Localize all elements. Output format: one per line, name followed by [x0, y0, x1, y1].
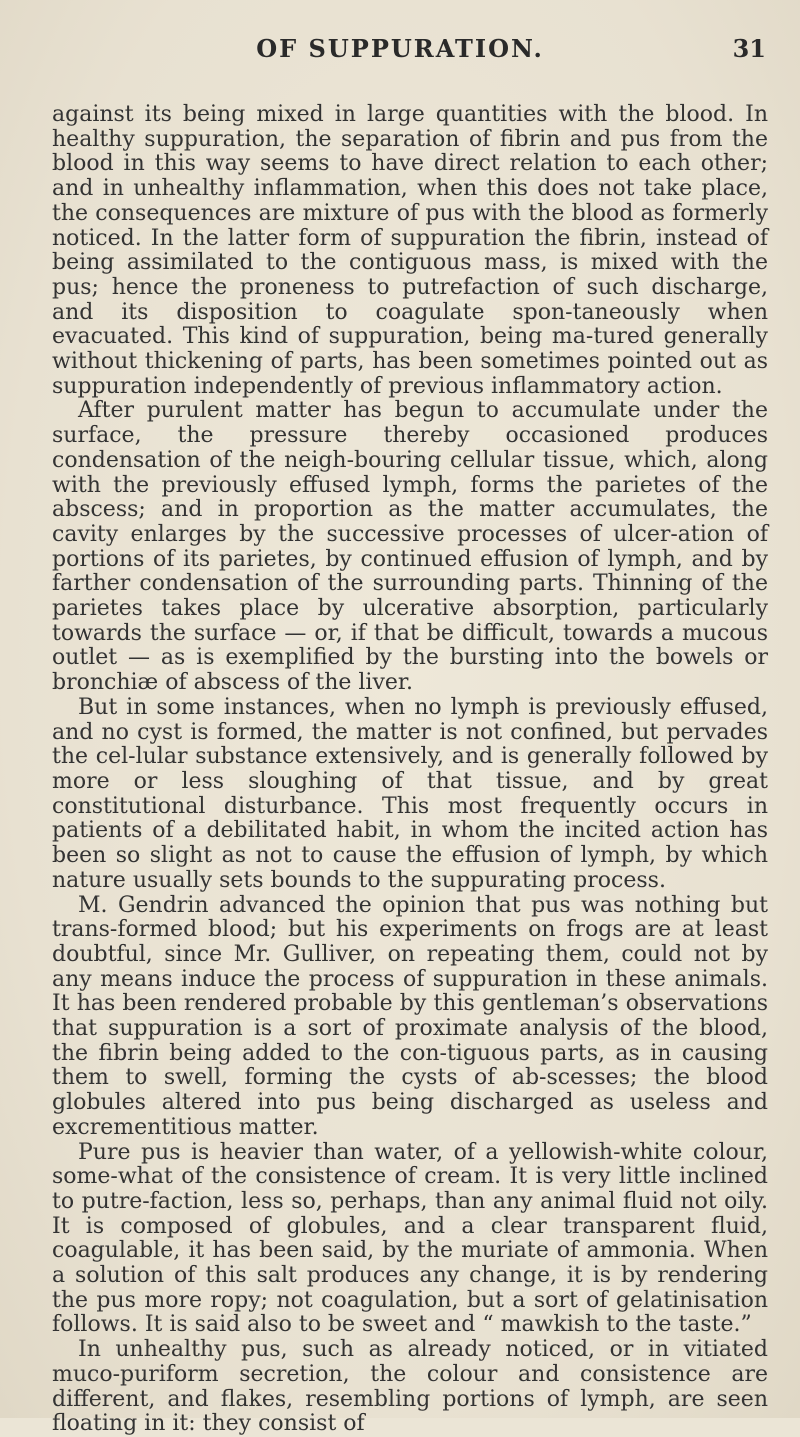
running-head	[0, 34, 800, 70]
paragraph-unhealthy-pus: In unhealthy pus, such as already noticed, or in vitiated muco-puriform secretion, the colour and consistence are different, and flakes, resembling portions of lymph, are seen floating in it: they consist of	[52, 1337, 768, 1437]
paragraph-diffuse-suppuration: But in some instances, when no lymph is previously effused, and no cyst is formed, the matter is not confined, but pervades the cel-lular substance extensively, and is generally followed by more or less sloughing of that tissue, and by great constitutional disturbance. This most frequently occurs in patients of a debilitated habit, in whom the incited action has been so slight as not to cause the effusion of lymph, by which nature usually sets bounds to the suppurating process.	[52, 694, 768, 893]
paragraph-pure-pus: Pure pus is heavier than water, of a yellowish-white colour, some-what of the consistence of cream. It is very little inclined to putre-faction, less so, perhaps, than any animal fluid not oily. It is composed of globules, and a clear transparent fluid, coagulable, it has been said, by the muriate of ammonia. When a solution of this salt produces any change, it is by rendering the pus more ropy; not coagulation, but a sort of gelatinisation follows. It is said also to be sweet and “ mawkish to the taste.”	[52, 1139, 768, 1338]
page-number: 31	[732, 34, 766, 63]
paragraph-continued: against its being mixed in large quantities with the blood. In healthy suppuration, the separation of fibrin and pus from the blood in this way seems to have direct relation to each other; and in unhealthy inflammation, when this does not take place, the consequences are mixture of pus with the blood as formerly noticed. In the latter form of suppuration the fibrin, instead of being assimilated to the contiguous mass, is mixed with the pus; hence the proneness to putrefaction of such discharge, and its disposition to coagulate spon-taneously when evacuated. This kind of suppuration, being ma-tured generally without thickening of parts, has been sometimes pointed out as suppuration independently of previous inflammatory action.	[52, 102, 768, 399]
paragraph-gendrin-opinion: M. Gendrin advanced the opinion that pus was nothing but trans-formed blood; but his experiments on frogs are at least doubtful, since Mr. Gulliver, on repeating them, could not by any means induce the process of suppuration in these animals. It has been rendered probable by this gentleman’s observations that suppuration is a sort of proximate analysis of the blood, the fibrin being added to the con-tiguous parts, as in causing them to swell, forming the cysts of ab-scesses; the blood globules altered into pus being discharged as useless and excrementitious matter.	[52, 892, 768, 1140]
paragraph-abscess-formation: After purulent matter has begun to accumulate under the surface, the pressure thereby occasioned produces condensation of the neigh-bouring cellular tissue, which, along with the previously effused lymph, forms the parietes of the abscess; and in proportion as the matter accumulates, the cavity enlarges by the successive processes of ulcer-ation of portions of its parietes, by continued effusion of lymph, and by farther condensation of the surrounding parts. Thinning of the parietes takes place by ulcerative absorption, particularly towards the surface — or, if that be difficult, towards a mucous outlet — as is exemplified by the bursting into the bowels or bronchiæ of abscess of the liver.	[52, 398, 768, 696]
body-text	[52, 103, 768, 1437]
running-title: OF SUPPURATION.	[256, 34, 544, 63]
